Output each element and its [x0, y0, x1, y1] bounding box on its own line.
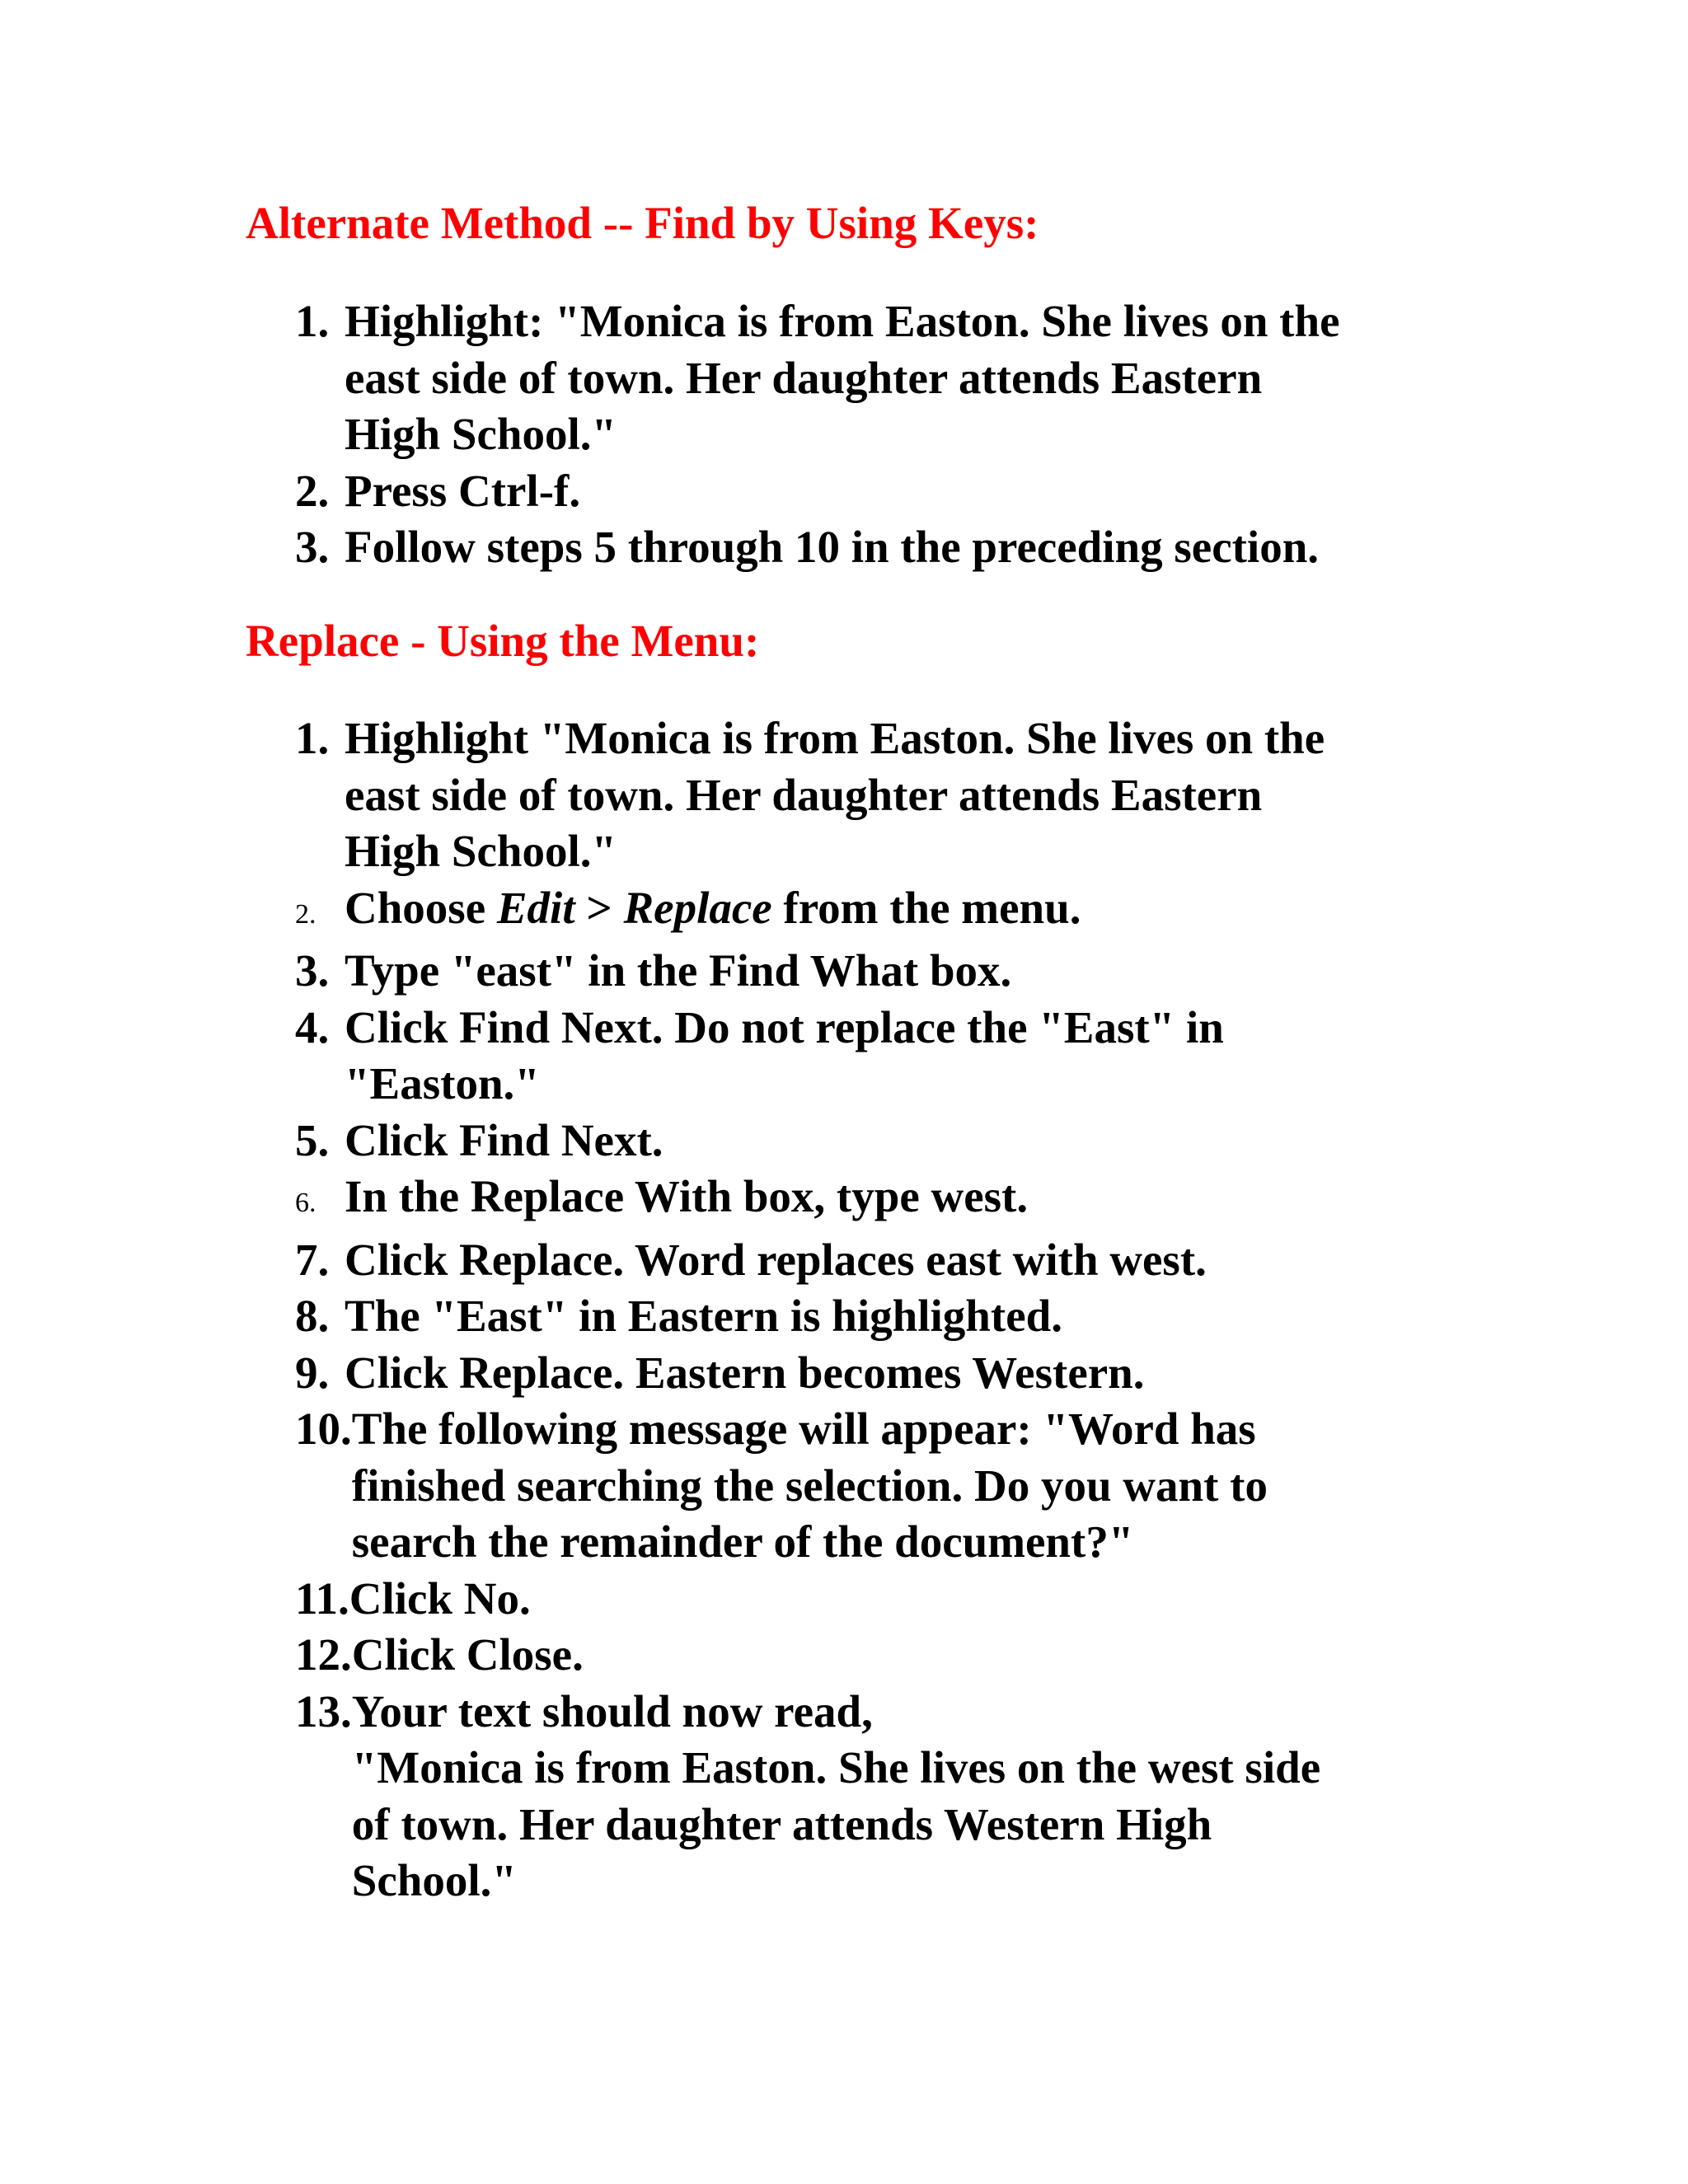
list-item — [295, 1169, 1325, 1232]
list-item — [295, 1000, 1325, 1113]
list-item — [295, 1401, 1325, 1571]
step-text: Click No. — [349, 1572, 531, 1624]
list-item — [295, 943, 1325, 1000]
find-keys-steps-list — [295, 293, 1340, 576]
list-item — [295, 1571, 1325, 1628]
step-text-before: Choose — [345, 882, 497, 933]
step-text: In the Replace With box, type west. — [345, 1171, 1029, 1221]
step-number: 2. — [295, 898, 316, 930]
list-item — [295, 1345, 1325, 1402]
list-item — [295, 710, 1325, 880]
list-item — [295, 519, 1340, 576]
step-text: Type "east" in the Find What box. — [345, 945, 1012, 996]
step-text: Press Ctrl-f. — [345, 465, 581, 516]
section-heading-replace-menu: Replace - Using the Menu: — [246, 616, 760, 666]
section-heading-find-keys: Alternate Method -- Find by Using Keys: — [246, 198, 1039, 248]
step-number: 7. — [295, 1234, 330, 1285]
step-number: 6. — [295, 1188, 316, 1218]
list-item — [295, 1232, 1325, 1289]
step-text: Click Replace. Word replaces east with west. — [345, 1234, 1207, 1285]
list-item — [295, 1684, 1325, 1910]
step-number: 4. — [295, 1001, 330, 1052]
step-number: 11. — [295, 1572, 349, 1624]
step-text: Click Replace. Eastern becomes Western. — [345, 1347, 1145, 1398]
list-item — [295, 293, 1340, 463]
list-item — [295, 1113, 1325, 1169]
step-number: 5. — [295, 1114, 330, 1165]
step-number: 10. — [295, 1404, 352, 1454]
step-text — [345, 880, 1081, 937]
step-number: 1. — [295, 296, 330, 346]
step-text: The following message will appear: "Word has finished searching the selection. Do you want to search the remainder of the document?" — [351, 1404, 1268, 1567]
step-number: 1. — [295, 713, 330, 763]
step-number: 3. — [295, 522, 330, 572]
list-item — [295, 463, 1340, 520]
step-text-after: from the menu. — [771, 882, 1081, 933]
step-text: Click Close. — [351, 1629, 584, 1680]
list-item — [295, 880, 1325, 944]
step-number: 8. — [295, 1291, 330, 1341]
list-item — [295, 1288, 1325, 1345]
replace-menu-steps-list — [295, 710, 1325, 1910]
step-text: Your text should now read, "Monica is from Easton. She lives on the west side of town. Her daughter attends Western High School." — [351, 1685, 1321, 1905]
list-item — [295, 1627, 1325, 1684]
menu-replace-label: Replace — [623, 882, 772, 933]
step-text: Highlight: "Monica is from Easton. She lives on the east side of town. Her daughter attends Eastern High School." — [345, 296, 1340, 459]
step-number: 3. — [295, 945, 330, 996]
step-number: 2. — [295, 465, 330, 516]
step-text: Click Find Next. — [345, 1114, 663, 1165]
step-text: Follow steps 5 through 10 in the preceding section. — [345, 522, 1320, 572]
step-text: Click Find Next. Do not replace the "East" in "Easton." — [345, 1001, 1224, 1108]
step-number: 13. — [295, 1685, 352, 1736]
step-text: The "East" in Eastern is highlighted. — [345, 1291, 1062, 1341]
menu-separator: > — [574, 882, 624, 933]
menu-edit-label: Edit — [496, 882, 575, 933]
step-text: Highlight "Monica is from Easton. She lives on the east side of town. Her daughter attends Eastern High School." — [345, 713, 1325, 876]
step-number: 12. — [295, 1629, 352, 1680]
step-number: 9. — [295, 1347, 330, 1398]
